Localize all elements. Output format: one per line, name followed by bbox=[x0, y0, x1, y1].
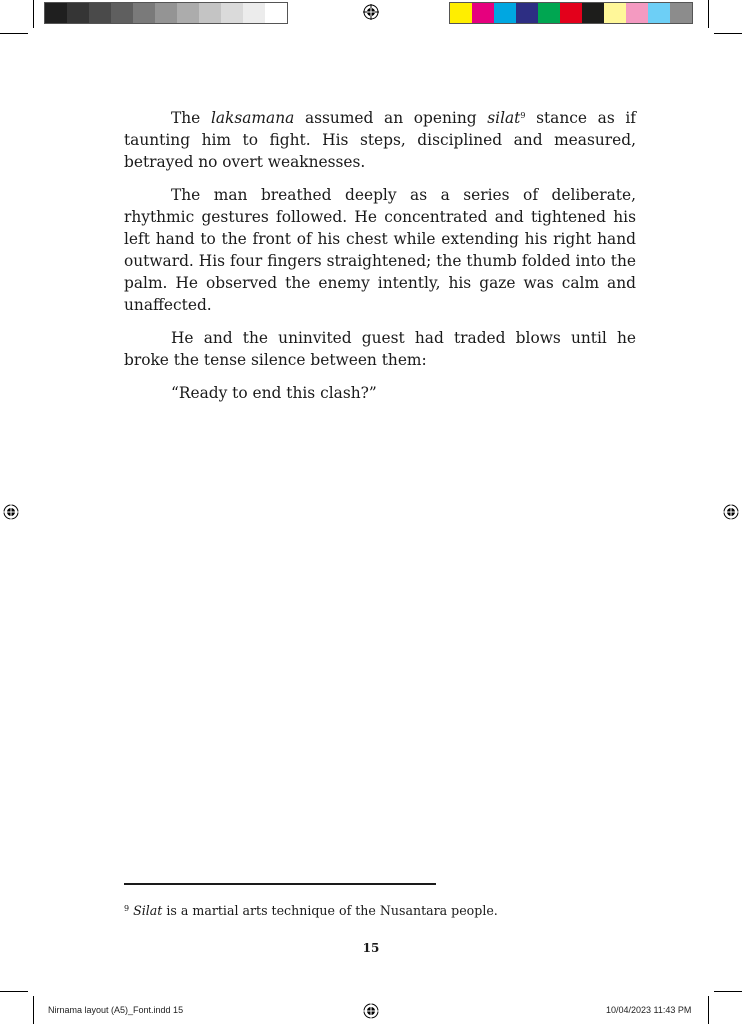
crop-mark bbox=[714, 33, 742, 34]
crop-mark bbox=[33, 0, 34, 28]
color-swatch bbox=[560, 3, 582, 23]
color-swatch bbox=[538, 3, 560, 23]
color-swatch bbox=[582, 3, 604, 23]
color-swatch bbox=[243, 3, 265, 23]
color-swatch bbox=[177, 3, 199, 23]
slug-filename: Nirnama layout (A5)_Font.indd 15 bbox=[48, 1005, 184, 1015]
paragraph-2: The man breathed deeply as a series of deliberate, rhythmic gestures followed. He concentrated and tightened his left hand to the front of his chest while extending his right hand outward. His four fingers straightened; the thumb folded into the palm. He observed the enemy intently, his gaze was calm and unaffected. bbox=[124, 186, 636, 314]
crop-mark bbox=[0, 33, 28, 34]
color-swatch bbox=[67, 3, 89, 23]
paragraph-4: “Ready to end this clash?” bbox=[171, 384, 377, 402]
color-swatch bbox=[604, 3, 626, 23]
term-silat: silat bbox=[487, 109, 521, 127]
color-swatch bbox=[472, 3, 494, 23]
term-laksamana: laksamana bbox=[210, 109, 295, 127]
body-text bbox=[124, 107, 636, 404]
page-number: 15 bbox=[362, 941, 380, 955]
crop-mark bbox=[33, 996, 34, 1024]
color-swatch bbox=[111, 3, 133, 23]
color-swatch bbox=[648, 3, 670, 23]
color-swatch bbox=[494, 3, 516, 23]
color-swatch bbox=[265, 3, 287, 23]
registration-mark-left-icon bbox=[3, 504, 19, 520]
footnote-reference[interactable]: 9 bbox=[520, 111, 526, 120]
footnote-divider bbox=[124, 883, 436, 885]
footnote-marker: 9 bbox=[124, 904, 130, 913]
footnote-term: Silat bbox=[133, 903, 163, 918]
crop-mark bbox=[708, 0, 709, 28]
color-swatch bbox=[516, 3, 538, 23]
registration-mark-right-icon bbox=[723, 504, 739, 520]
paragraph-3: He and the uninvited guest had traded blows until he broke the tense silence between them: bbox=[124, 329, 636, 369]
crop-mark bbox=[714, 991, 742, 992]
crop-mark bbox=[708, 996, 709, 1024]
registration-mark-bottom-icon bbox=[363, 1003, 379, 1019]
paragraph-1: The laksamana assumed an opening silat$^9$ stance as if taunting him to fight. His steps, disciplined and measured, betrayed no overt weaknesses. bbox=[124, 109, 636, 171]
color-swatch bbox=[626, 3, 648, 23]
color-swatch bbox=[199, 3, 221, 23]
process-color-bar bbox=[449, 2, 693, 24]
color-swatch bbox=[89, 3, 111, 23]
crop-mark bbox=[0, 991, 28, 992]
color-swatch bbox=[155, 3, 177, 23]
grayscale-color-bar bbox=[44, 2, 288, 24]
slug-timestamp: 10/04/2023 11:43 PM bbox=[606, 1005, 692, 1015]
registration-mark-top-icon bbox=[363, 4, 379, 20]
color-swatch bbox=[670, 3, 692, 23]
color-swatch bbox=[221, 3, 243, 23]
color-swatch bbox=[450, 3, 472, 23]
color-swatch bbox=[133, 3, 155, 23]
footnote: $^9$ Silat is a martial arts technique of the Nusantara people. bbox=[124, 903, 498, 918]
color-swatch bbox=[45, 3, 67, 23]
